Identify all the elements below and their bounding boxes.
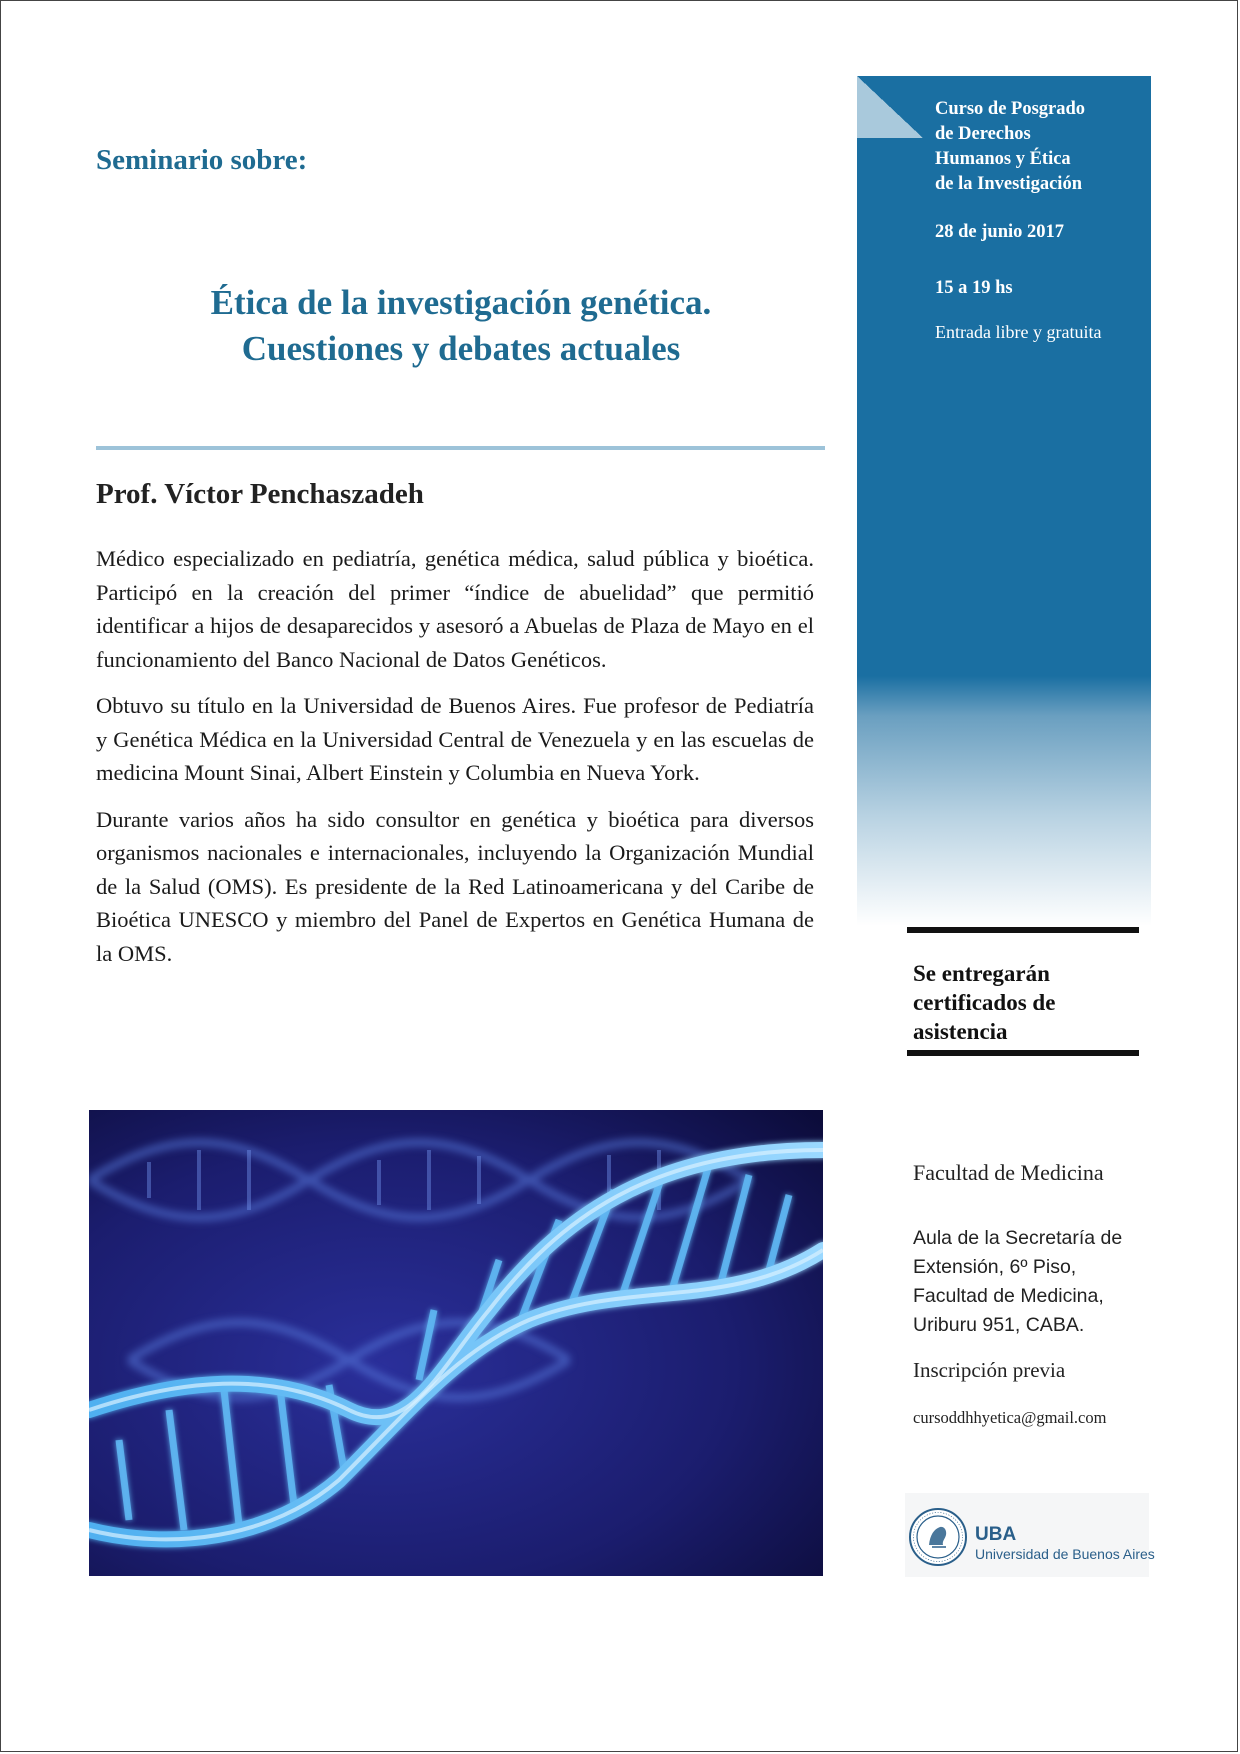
dna-double-helix-image — [89, 1110, 823, 1576]
venue-address — [913, 1224, 1143, 1340]
side-panel — [857, 76, 1151, 926]
speaker-name: Prof. Víctor Penchaszadeh — [96, 478, 424, 510]
course-title — [935, 97, 1135, 197]
bio-paragraph: Durante varios años ha sido consultor en genética y bioética para diversos organismos nacionales e internacionales, incluyendo la Organización Mundial de la Salud (OMS). Es presidente de la Red Latinoamericana y del Caribe de Bioética UNESCO y miembro del Panel de Expertos en Genética Humana de la OMS. — [96, 806, 814, 966]
course-title-line: de Derechos — [935, 124, 1031, 144]
certificate-rule-top — [907, 927, 1139, 933]
event-date: 28 de junio 2017 — [935, 222, 1065, 242]
logo-university-name: Universidad de Buenos Aires — [975, 1546, 1155, 1562]
course-title-line: Curso de Posgrado — [935, 99, 1086, 119]
venue-faculty: Facultad de Medicina — [913, 1160, 1104, 1185]
event-time: 15 a 19 hs — [935, 278, 1013, 298]
speaker-bio — [96, 542, 814, 983]
address-line: Extensión, 6º Piso, — [913, 1256, 1077, 1278]
course-title-line: Humanos y Ética — [935, 149, 1071, 169]
certificate-notice — [913, 959, 1133, 1046]
certificate-line: certificados de — [913, 990, 1056, 1015]
logo-abbreviation: UBA — [975, 1524, 1017, 1545]
address-line: Uriburu 951, CABA. — [913, 1314, 1085, 1336]
title-line-2: Cuestiones y debates actuales — [241, 329, 681, 368]
bio-paragraph: Obtuvo su título en la Universidad de Buenos Aires. Fue profesor de Pediatría y Genética Médica en la Universidad Central de Venezuela y en las escuelas de medicina Mount Sinai, Albert Einstein y Columbia en Nueva York. — [96, 693, 814, 785]
course-title-line: de la Investigación — [935, 174, 1082, 194]
seminar-label: Seminario sobre: — [96, 144, 308, 176]
panel-corner-fold — [857, 76, 923, 138]
certificate-rule-bottom — [907, 1050, 1139, 1056]
bio-paragraph: Médico especializado en pediatría, genética médica, salud pública y bioética. Participó en la creación del primer “índice de abuelidad” que permitió identificar a hijos de desaparecidos y asesoró a Abuelas de Plaza de Mayo en el funcionamiento del Banco Nacional de Datos Genéticos. — [96, 546, 814, 672]
address-line: Facultad de Medicina, — [913, 1285, 1104, 1307]
page-title — [96, 280, 826, 372]
title-divider — [96, 446, 825, 450]
event-entry: Entrada libre y gratuita — [935, 322, 1102, 342]
enrollment-note: Inscripción previa — [913, 1358, 1066, 1382]
university-seal-icon — [908, 1507, 968, 1567]
certificate-line: asistencia — [913, 1019, 1008, 1044]
contact-email[interactable]: cursoddhhyetica@gmail.com — [913, 1408, 1107, 1427]
title-line-1: Ética de la investigación genética. — [210, 283, 712, 322]
address-line: Aula de la Secretaría de — [913, 1227, 1123, 1249]
certificate-line: Se entregarán — [913, 961, 1050, 986]
